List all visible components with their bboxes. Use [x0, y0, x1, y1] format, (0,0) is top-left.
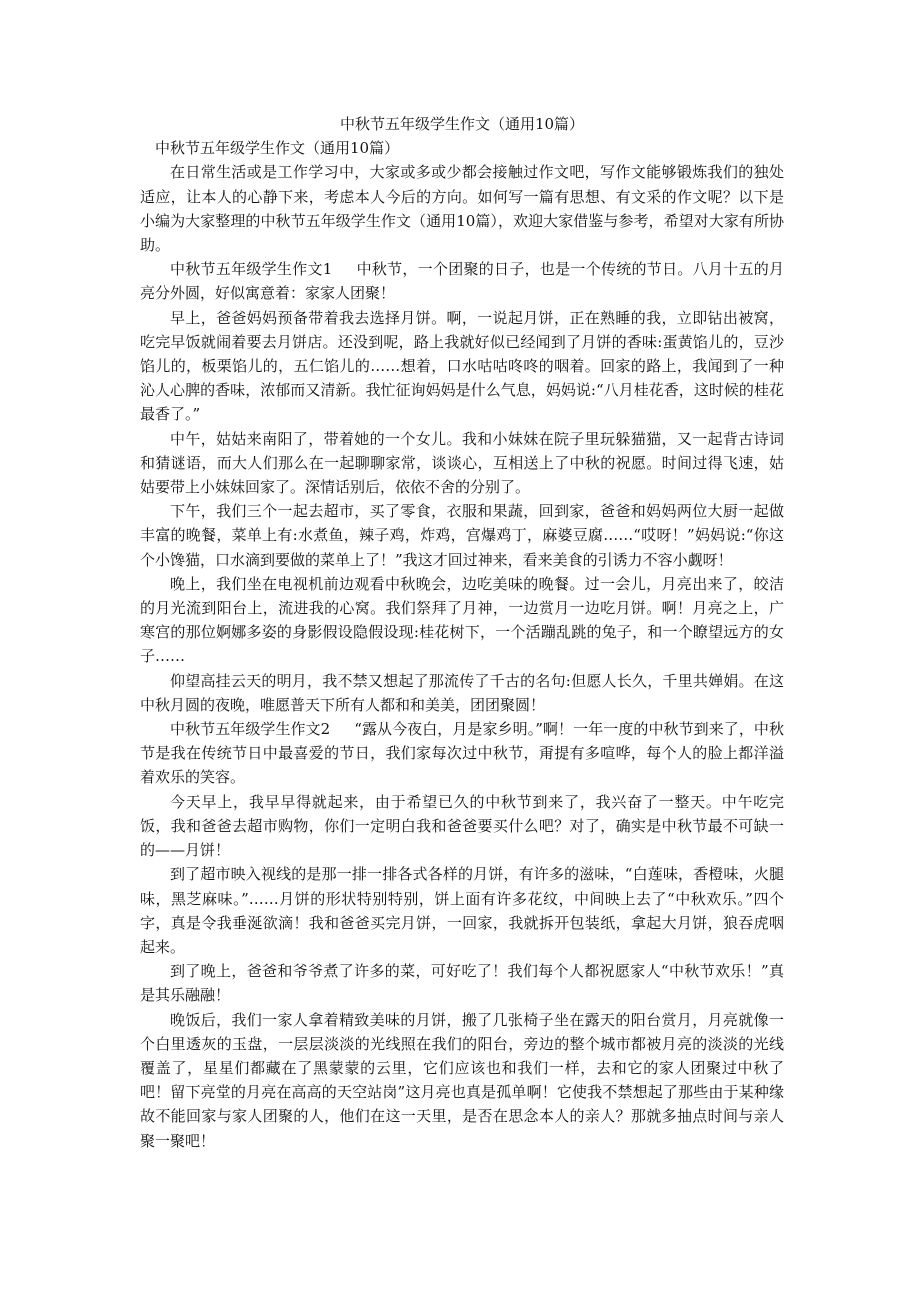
paragraph-text: 今天早上，我早早得就起来，由于希望已久的中秋节到来了，我兴奋了一整天。中午吃完饭，我和爸爸去超市购物，你们一定明白我和爸爸要买什么吧？对了，确实是中秋节最不可缺一的——月饼！ [140, 792, 784, 860]
paragraph-text: “露从今夜白，月是家乡明。”啊！一年一度的中秋节到来了，中秋节是我在传统节日中最喜爱的节日，我们家每次过中秋节，甭提有多喧哗，每个人的脸上都洋溢着欢乐的笑容。 [140, 720, 784, 787]
paragraph-text: 在日常生活或是工作学习中，大家或多或少都会接触过作文吧，写作文能够锻炼我们的独处适应，让本人的心静下来，考虑本人今后的方向。如何写一篇有思想、有文采的作文呢？以下是小编为大家整理的中秋节五年级学生作文（通用10篇），欢迎大家借鉴与参考，希望对大家有所协助。 [140, 163, 784, 255]
paragraph-text: 中午，姑姑来南阳了，带着她的一个女儿。我和小妹妹在院子里玩躲猫猫，又一起背古诗词和猜谜语，而大人们那么在一起聊聊家常，谈谈心，互相送上了中秋的祝愿。时间过得飞速，姑姑要带上小妹妹回家了。深情话别后，依依不舍的分别了。 [140, 429, 784, 497]
body-paragraph [140, 717, 784, 790]
paragraph-text: 早上，爸爸妈妈预备带着我去选择月饼。啊，一说起月饼，正在熟睡的我，立即钻出被窝，吃完早饭就闹着要去月饼店。还没到呢，路上我就好似已经闻到了月饼的香味:蛋黄馅儿的，豆沙馅儿的，板栗馅儿的，五仁馅儿的……想着，口水咕咕咚咚的咽着。回家的路上，我闻到了一种沁人心脾的香味，浓郁而又清新。我忙征询妈妈是什么气息，妈妈说:“八月桂花香，这时候的桂花最香了。” [140, 308, 784, 424]
paragraph-text: 下午，我们三个一起去超市，买了零食，衣服和果蔬，回到家，爸爸和妈妈两位大厨一起做丰富的晚餐，菜单上有:水煮鱼，辣子鸡，炸鸡，宫爆鸡丁，麻婆豆腐……“哎呀！”妈妈说:“你这个小馋猫，口水滴到要做的菜单上了！”我这才回过神来，看来美食的引诱力不容小觑呀！ [140, 502, 784, 569]
paragraph-text: 晚上，我们坐在电视机前边观看中秋晚会，边吃美味的晚餐。过一会儿，月亮出来了，皎洁的月光流到阳台上，流进我的心窝。我们祭拜了月神，一边赏月一边吃月饼。啊！月亮之上，广寒宫的那位婀娜多姿的身影假设隐假设现:桂花树下，一个活蹦乱跳的兔子，和一个瞭望远方的女子…… [140, 574, 784, 666]
body-paragraph [140, 160, 784, 257]
essay-heading: 中秋节五年级学生作文2 [170, 720, 331, 739]
document-page [140, 112, 784, 1153]
essay-heading: 中秋节五年级学生作文1 [170, 260, 333, 279]
body-paragraph [140, 1008, 784, 1153]
body-paragraph [140, 790, 784, 863]
paragraph-text: 晚饭后，我们一家人拿着精致美味的月饼，搬了几张椅子坐在露天的阳台赏月，月亮就像一个白里透灰的玉盘，一层层淡淡的光线照在我们的阳台，旁边的整个城市都被月亮的淡淡的光线覆盖了，星星们都藏在了黑蒙蒙的云里，它们应该也和我们一样，去和它的家人团聚过中秋了吧！留下亮堂的月亮在高高的天空站岗”这月亮也真是孤单啊！它使我不禁想起了那些由于某种缘故不能回家与家人团聚的人，他们在这一天里，是否在思念本人的亲人？那就多抽点时间与亲人聚一聚吧！ [140, 1010, 784, 1150]
paragraph-text: 到了超市映入视线的是那一排一排各式各样的月饼，有许多的滋味，“白莲味，香橙味，火腿味，黑芝麻味。”……月饼的形状特别特别，饼上面有许多花纹，中间映上去了“中秋欢乐。”四个字，真是令我垂涎欲滴！我和爸爸买完月饼，一回家，我就拆开包装纸，拿起大月饼，狼吞虎咽起来。 [140, 865, 784, 956]
paragraph-text: 到了晚上，爸爸和爷爷煮了许多的菜，可好吃了！我们每个人都祝愿家人“中秋节欢乐！”真是其乐融融！ [140, 962, 784, 1005]
body-paragraph [140, 257, 784, 305]
body-paragraph [140, 572, 784, 669]
document-body [140, 160, 784, 1152]
body-paragraph [140, 306, 784, 427]
paragraph-text: 仰望高挂云天的明月，我不禁又想起了那流传了千古的名句:但愿人长久，千里共婵娟。在这中秋月圆的夜晚，唯愿普天下所有人都和和美美，团团聚圆！ [140, 671, 784, 714]
body-paragraph [140, 862, 784, 959]
body-paragraph [140, 499, 784, 572]
body-paragraph [140, 959, 784, 1007]
document-title: 中秋节五年级学生作文（通用10篇） [339, 115, 585, 133]
document-subtitle: 中秋节五年级学生作文（通用10篇） [155, 139, 400, 158]
body-paragraph [140, 669, 784, 717]
body-paragraph [140, 427, 784, 500]
paragraph-text: 中秋节，一个团聚的日子，也是一个传统的节日。八月十五的月亮分外圆，好似寓意着：家家人团聚！ [140, 260, 784, 303]
